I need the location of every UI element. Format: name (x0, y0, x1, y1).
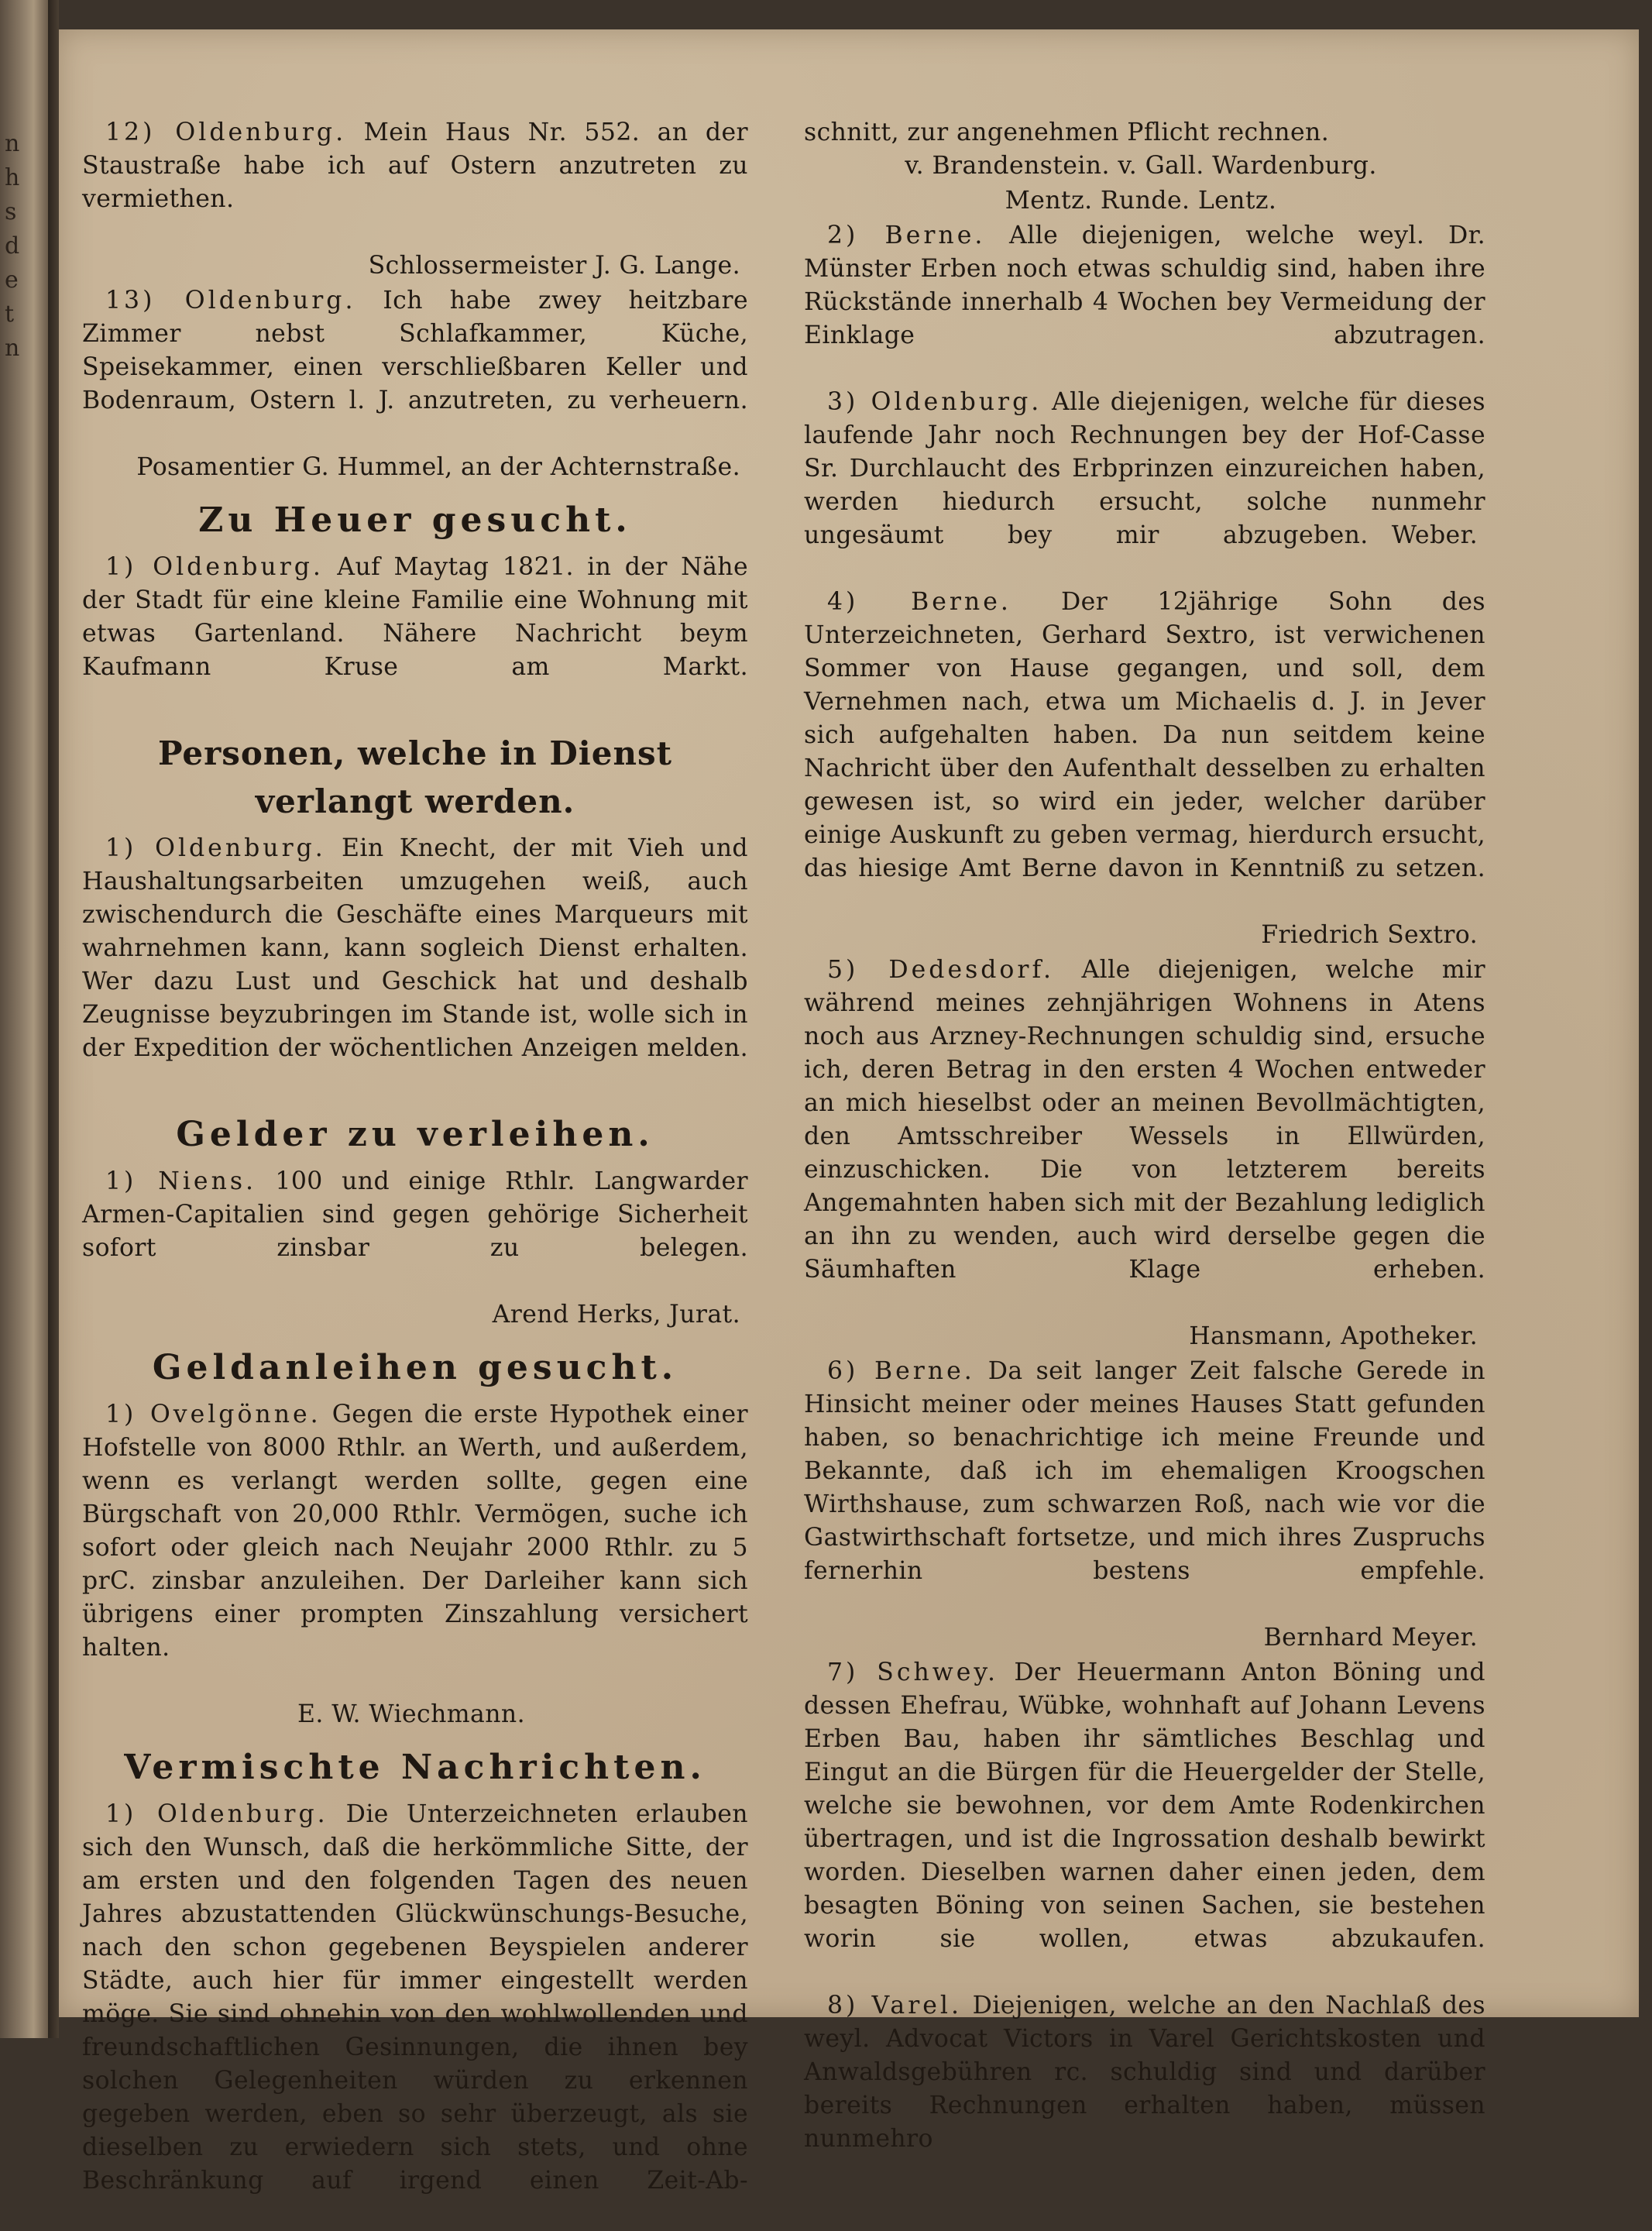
section-heading: Gelder zu verleihen. (176, 1115, 654, 1154)
notice-place: 7) Schwey. (827, 1659, 999, 1686)
notice-place: 1) Ovelgönne. (105, 1401, 321, 1428)
margin-fragment: t (5, 301, 15, 328)
notice-text: Gegen die erste Hypothek einer Hofstelle von 8000 Rthlr. an Werth, und außerdem, wenn es verlangt werden sollte, gegen eine Bürgschaft von 20,000 Rthlr. Vermögen, suche ich sofort oder gleich nach Neujahr 2000 Rthlr. zu 5 prC. zinsbar anzuleihen. Der Darleiher kann sich übrigens einer prompten Zinszahlung versichert halten. (82, 1401, 748, 1662)
notice-signature: v. Brandenstein. v. Gall. Wardenburg. (905, 152, 1377, 180)
newspaper-page (59, 29, 1639, 2195)
margin-fragment: e (5, 266, 19, 294)
notice-signature: Weber. (1391, 521, 1478, 549)
notice-entry (804, 386, 1485, 586)
notice-place: 5) Dedesdorf. (827, 956, 1054, 984)
notice-place: 3) Oldenburg. (827, 388, 1042, 416)
notice-signature: Friedrich Sextro. (1261, 921, 1478, 949)
notice-entry (82, 832, 748, 1098)
notice-text: Der Heuermann Anton Böning und dessen Ehefrau, Wübke, wohnhaft auf Johann Levens Erben Bau, haben ihr sämtliches Beschlag und Eingut an die Bürgen für die Heuergelder der Stelle, welche sie bewohnen, vor dem Amte Rodenkirchen übertragen, und ist die Ingrossation deshalb bewirkt worden. Dieselben warnen daher einen jeden, dem besagten Böning von seinen Sachen, sie bestehen worin sie wollen, etwas abzukaufen. (804, 1659, 1485, 1953)
notice-text: Auf Maytag 1821. in der Nähe der Stadt für eine kleine Familie eine Wohnung mit etwas Gartenland. Nähere Nachricht beym Kaufmann Kruse am Markt. (82, 553, 748, 681)
notice-text: Alle diejenigen, welche für dieses laufende Jahr noch Rechnungen bey der Hof-Casse Sr. Durchlaucht des Erbprinzen einzureichen haben, werden hiedurch ersucht, solche nunmehr ungesäumt bey mir abzugeben. (804, 388, 1485, 549)
margin-fragment: n (5, 335, 20, 362)
notice-place: 12) Oldenburg. (105, 119, 347, 146)
notice-entry (804, 219, 1485, 386)
book-gutter (48, 0, 59, 2038)
notice-entry (82, 1398, 748, 1698)
notice-entry (804, 586, 1485, 919)
margin-fragment: n (5, 130, 20, 157)
notice-text: Alle diejenigen, welche weyl. Dr. Münster Erben noch etwas schuldig sind, haben ihre Rückstände innerhalb 4 Wochen bey Vermeidung der Einklage abzutragen. (804, 222, 1486, 349)
notice-text: Diejenigen, welche an den Nachlaß des weyl. Advocat Victors in Varel Gerichtskosten und Anwaldsgebühren rc. schuldig sind und darüber bereits Rechnungen erhalten haben, müssen nunmehro (804, 1992, 1485, 2153)
notice-signature: E. W. Wiechmann. (297, 1700, 526, 1728)
notice-signature: Mentz. Runde. Lentz. (1005, 187, 1277, 215)
notice-text: Ein Knecht, der mit Vieh und Haushaltungsarbeiten umzugehen weiß, auch zwischendurch die Geschäfte eines Marqueurs mit wahrnehmen kann, kann sogleich Dienst erhalten. Wer dazu Lust und Geschick hat und deshalb Zeugnisse beyzubringen im Stande ist, wolle sich in der Expedition der wöchentlichen Anzeigen melden. (82, 834, 748, 1062)
notice-entry (82, 1165, 748, 1298)
notice-signature: Schlossermeister J. G. Lange. (368, 252, 740, 280)
margin-fragment: h (5, 164, 20, 191)
notice-signature: Arend Herks, Jurat. (492, 1301, 740, 1329)
notice-place: 6) Berne. (827, 1357, 975, 1385)
notice-entry (82, 551, 748, 717)
notice-place: 1) Oldenburg. (105, 553, 324, 581)
notice-place: 13) Oldenburg. (105, 287, 356, 315)
notice-place: 1) Oldenburg. (105, 1800, 328, 1828)
notice-entry (804, 1355, 1485, 1621)
notice-entry (82, 284, 748, 451)
section-heading: Personen, welche in Dienst verlangt werden. (157, 734, 673, 820)
previous-page-edge (0, 0, 48, 2038)
notice-place: 1) Niens. (105, 1167, 257, 1195)
notice-entry (82, 116, 748, 249)
continuation-text: schnitt, zur angenehmen Pflicht rechnen. (804, 119, 1330, 146)
notice-entry (82, 1798, 748, 2231)
section-heading: Zu Heuer gesucht. (198, 500, 632, 540)
notice-place: 2) Berne. (827, 222, 986, 249)
notice-entry (804, 1989, 1485, 2189)
notice-place: 4) Berne. (827, 588, 1011, 616)
margin-fragment: s (5, 198, 17, 225)
notice-signature: Hansmann, Apotheker. (1189, 1322, 1478, 1350)
notice-entry (804, 954, 1485, 1320)
notice-text: Die Unterzeichneten erlauben sich den Wunsch, daß die herkömmliche Sitte, der am ersten und den folgenden Tagen des neuen Jahres abzustattenden Glückwünschungs-Besuche, nach den schon gegebenen Beyspielen anderer Städte, auch hier für immer eingestellt werden möge. Sie sind ohnehin von den wohlwollenden und freundschaftlichen Gesinnungen, die ihnen bey solchen Gelegenheiten würden zu erkennen gegeben werden, eben so sehr überzeugt, als sie dieselben zu erwiedern sich stets, und ohne Beschränkung auf irgend einen Zeit-Ab- (82, 1800, 748, 2195)
margin-fragment: d (5, 232, 20, 260)
notice-text: 100 und einige Rthlr. Langwarder Armen-Capitalien sind gegen gehörige Sicherheit sofort zinsbar zu belegen. (82, 1167, 748, 1262)
left-column (82, 116, 748, 2231)
notice-text: Der 12jährige Sohn des Unterzeichneten, Gerhard Sextro, ist verwichenen Sommer von Hause gegangen, und soll, dem Vernehmen nach, etwa um Michaelis d. J. in Jever sich aufgehalten haben. Da nun seitdem keine Nachricht über den Aufenthalt desselben zu erhalten gewesen ist, so wird ein jeder, welcher darüber einige Auskunft zu geben vermag, hierdurch ersucht, das hiesige Amt Berne davon in Kenntniß zu setzen. (804, 588, 1485, 882)
notice-text: Da seit langer Zeit falsche Gerede in Hinsicht meiner oder meines Hauses Statt gefunden haben, so benachrichtige ich meine Freunde und Bekannte, daß ich im ehemaligen Kroogschen Wirthshause, zum schwarzen Roß, nach wie vor die Gastwirthschaft fortsetze, und mich ihres Zuspruchs fernerhin bestens empfehle. (804, 1357, 1485, 1585)
notice-entry (804, 1656, 1485, 1989)
notice-signature: Posamentier G. Hummel, an der Achternstraße. (136, 453, 740, 481)
notice-text: Ich habe zwey heitzbare Zimmer nebst Schlafkammer, Küche, Speisekammer, einen verschließbaren Keller und Bodenraum, Ostern l. J. anzutreten, zu verheuern. (82, 287, 748, 414)
right-column (804, 116, 1485, 2189)
notice-place: 1) Oldenburg. (105, 834, 326, 862)
section-heading: Geldanleihen gesucht. (152, 1348, 678, 1387)
notice-signature: Bernhard Meyer. (1263, 1624, 1478, 1652)
notice-text: Mein Haus Nr. 552. an der Staustraße habe ich auf Ostern anzutreten zu vermiethen. (82, 119, 748, 213)
notice-text: Alle diejenigen, welche mir während meines zehnjährigen Wohnens in Atens noch aus Arzney-Rechnungen schuldig sind, ersuche ich, deren Betrag in den ersten 4 Wochen entweder an mich hieselbst oder an meinen Bevollmächtigten, den Amtsschreiber Wessels in Ellwürden, einzuschicken. Die von letzterem bereits Angemahnten haben sich mit der Bezahlung lediglich an ihn zu wenden, auch wird derselbe gegen die Säumhaften Klage erheben. (804, 956, 1485, 1284)
notice-place: 8) Varel. (827, 1992, 962, 2020)
section-heading: Vermischte Nachrichten. (124, 1748, 706, 1787)
